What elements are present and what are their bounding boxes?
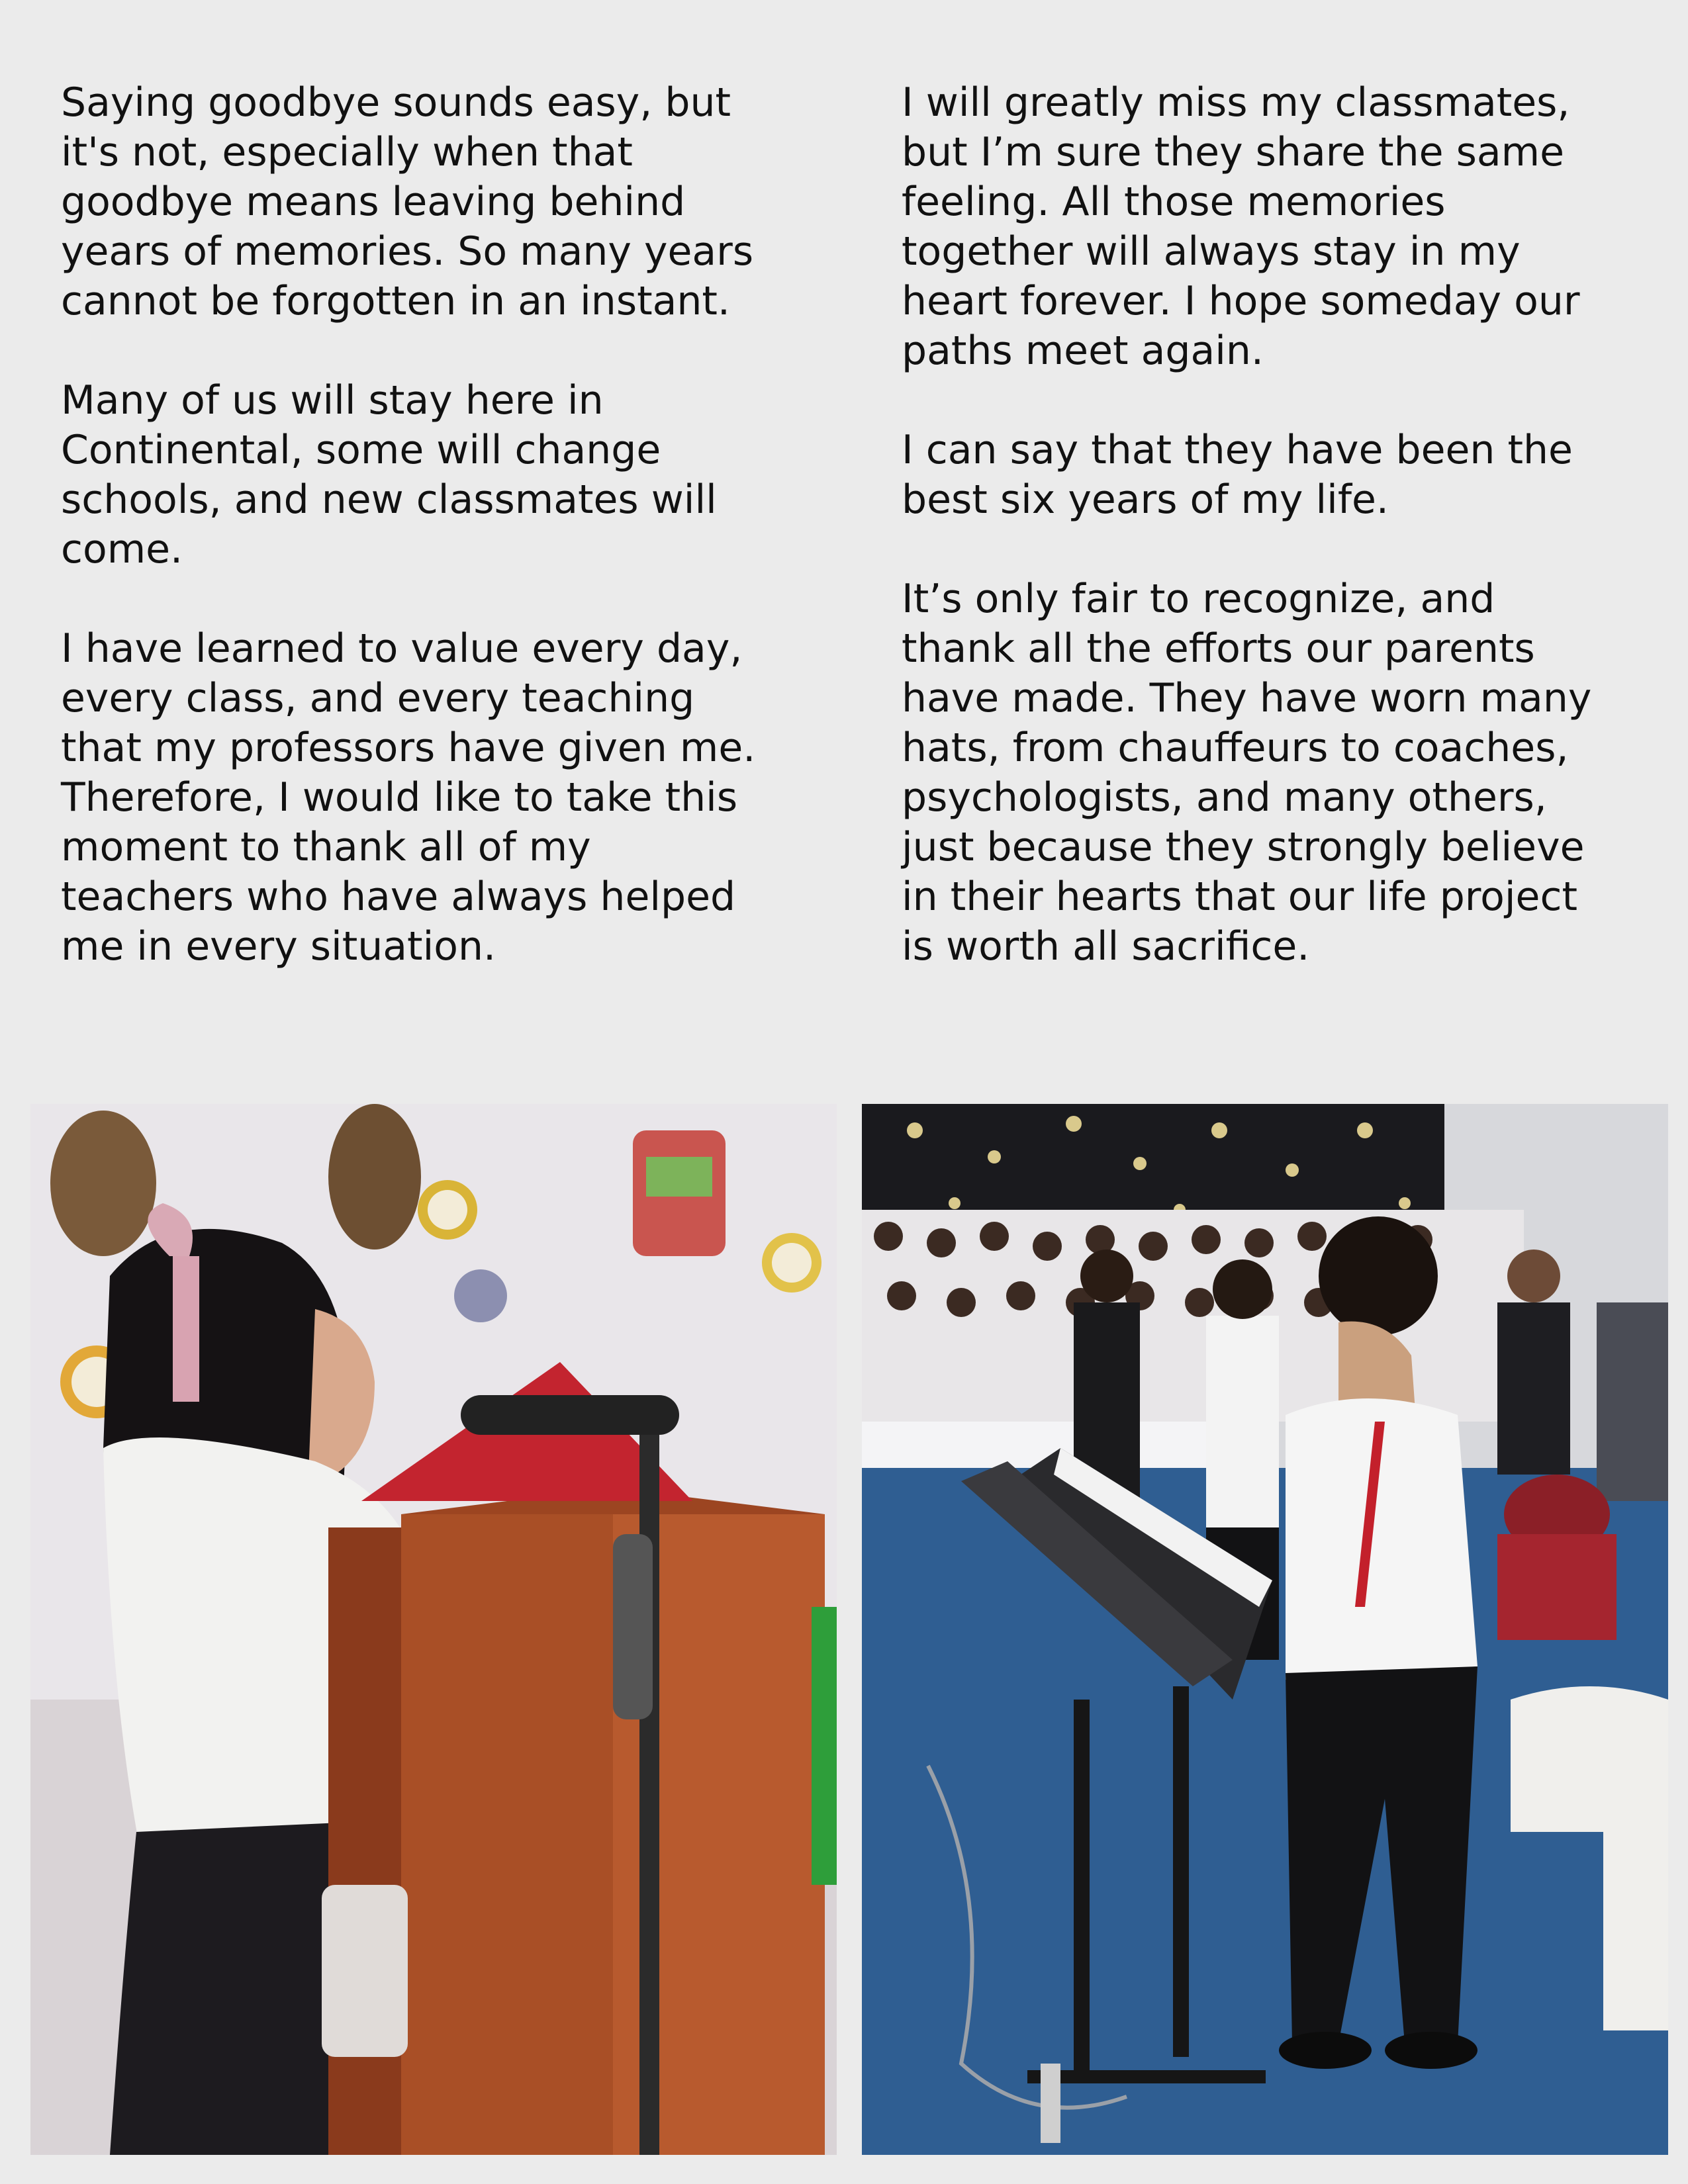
photo-student-at-keyboard: [862, 1104, 1668, 2155]
paragraph-goodbye: Saying goodbye sounds easy, but it's not, especially when that goodbye means leaving behind years of memories. So many years cannot be forgotten in an instant.: [61, 79, 754, 324]
paragraph-continental: Many of us will stay here in Continental, some will change schools, and new classmates will come.: [61, 377, 717, 572]
photo-student-at-podium: [30, 1104, 837, 2155]
left-text-column: [61, 78, 829, 1021]
paragraph-classmates: I will greatly miss my classmates, but I’m sure they share the same feeling. All those memories together will always stay in my heart forever. I hope someday our paths meet again.: [902, 79, 1580, 374]
right-text-column: [902, 78, 1669, 1021]
paragraph-parents: It’s only fair to recognize, and thank all the efforts our parents have made. They have worn many hats, from chauffeurs to coaches, psychologists, and many others, just because they strongly believe in their hearts that our life project is worth all sacrifice.: [902, 576, 1592, 970]
paragraph-best-years: I can say that they have been the best six years of my life.: [902, 427, 1573, 523]
paragraph-teachers: I have learned to value every day, every class, and every teaching that my professors have given me. Therefore, I would like to take this moment to thank all of my teachers who have always helped me in every situation.: [61, 625, 756, 970]
